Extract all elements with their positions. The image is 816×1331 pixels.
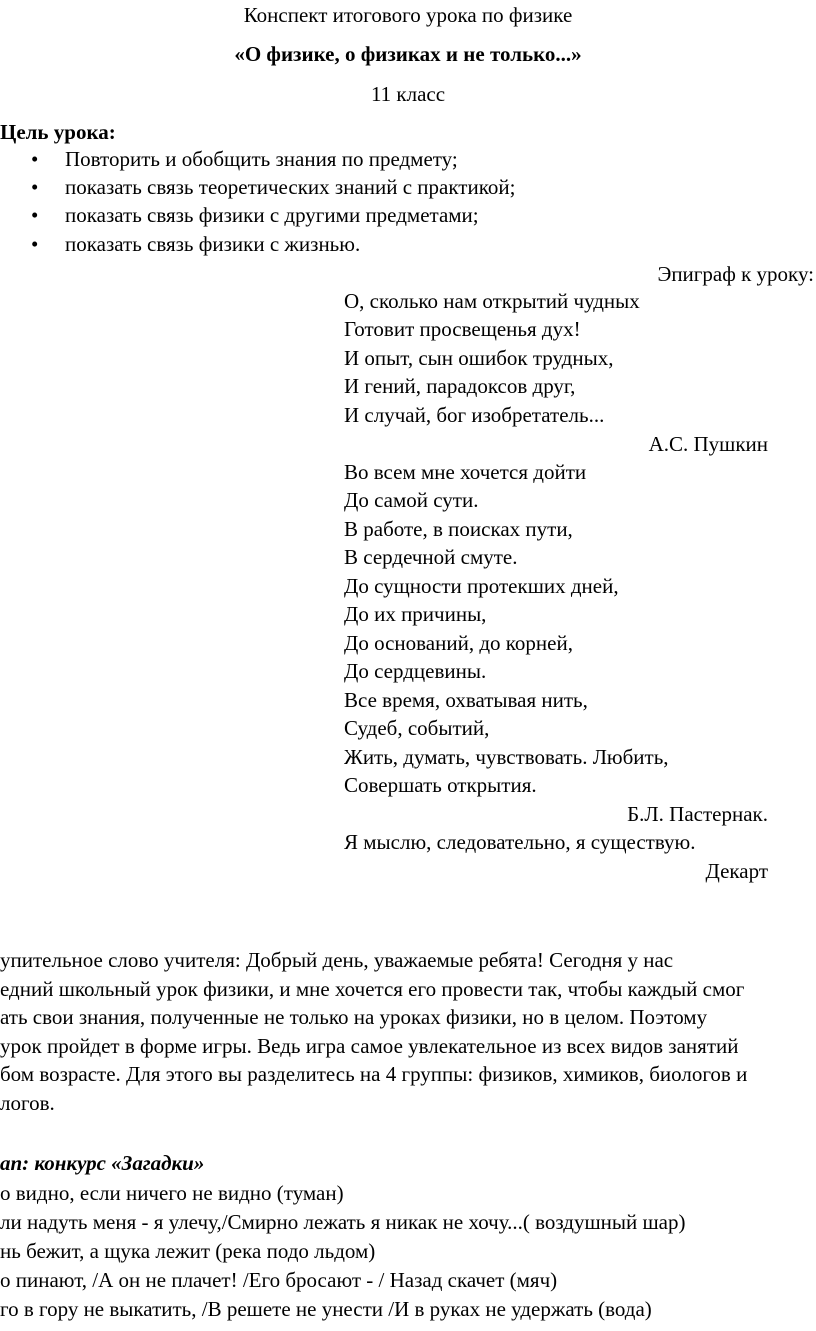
poem-line: Совершать открытия. <box>344 773 537 797</box>
poem-line: До сердцевины. <box>344 659 487 683</box>
poem-line: До их причины, <box>344 602 487 626</box>
poem-line: Судеб, событий, <box>344 716 490 740</box>
poem-line: Жить, думать, чувствовать. Любить, <box>344 745 669 769</box>
poem-line: До самой сути. <box>344 488 479 512</box>
poem-line: И случай, бог изобретатель... <box>344 403 605 427</box>
paragraph-line: ать свои знания, полученные не только на уроках физики, но в целом. Поэтому <box>0 1005 708 1029</box>
poem-line: В сердечной смуте. <box>344 545 518 569</box>
poem-line: В работе, в поисках пути, <box>344 517 573 541</box>
quote-line: Я мыслю, следовательно, я существую. <box>344 830 696 854</box>
riddle-item: го в гору не выкатить, /В решете не унести /И в руках не удержать (вода) <box>0 1297 652 1321</box>
poem-line: О, сколько нам открытий чудных <box>344 289 640 313</box>
grade-label: 11 класс <box>370 82 446 106</box>
riddle-item: нь бежит, а щука лежит (река подо льдом) <box>0 1239 376 1263</box>
goal-item-text: показать связь физики с жизнью. <box>65 232 361 256</box>
poem-line: И опыт, сын ошибок трудных, <box>344 346 614 370</box>
poem-line: До оснований, до корней, <box>344 631 573 655</box>
poem-author: Б.Л. Пастернак. <box>627 802 768 826</box>
poem-author: А.С. Пушкин <box>648 432 768 456</box>
goal-heading: Цель урока: <box>0 120 116 144</box>
bullet-icon: • <box>31 175 39 199</box>
document-title: Конспект итогового урока по физике <box>243 3 573 27</box>
quote-author: Декарт <box>705 859 768 883</box>
lesson-subtitle: «О физике, о физиках и не только...» <box>234 42 582 66</box>
poem-line: Готовит просвещенья дух! <box>344 317 581 341</box>
paragraph-line: упительное слово учителя: Добрый день, уважаемые ребята! Сегодня у нас <box>0 948 674 972</box>
bullet-icon: • <box>31 232 39 256</box>
riddle-item: ли надуть меня - я улечу,/Смирно лежать я никак не хочу...( воздушный шар) <box>0 1210 686 1234</box>
paragraph-line: едний школьный урок физики, и мне хочется его провести так, чтобы каждый смог <box>0 977 745 1001</box>
epigraph-label: Эпиграф к уроку: <box>657 262 814 286</box>
paragraph-line: логов. <box>0 1091 55 1115</box>
riddle-item: о пинают, /А он не плачет! /Его бросают - / Назад скачет (мяч) <box>0 1268 558 1292</box>
goal-item-text: показать связь физики с другими предметами; <box>65 203 479 227</box>
goal-item-text: показать связь теоретических знаний с практикой; <box>65 175 516 199</box>
bullet-icon: • <box>31 203 39 227</box>
poem-line: Во всем мне хочется дойти <box>344 460 587 484</box>
paragraph-line: урок пройдет в форме игры. Ведь игра самое увлекательное из всех видов занятий <box>0 1034 739 1058</box>
poem-line: И гений, парадоксов друг, <box>344 374 576 398</box>
bullet-icon: • <box>31 147 39 171</box>
riddle-item: о видно, если ничего не видно (туман) <box>0 1181 344 1205</box>
goal-item-text: Повторить и обобщить знания по предмету; <box>65 147 458 171</box>
poem-line: До сущности протекших дней, <box>344 574 619 598</box>
poem-line: Все время, охватывая нить, <box>344 688 588 712</box>
stage-heading: ап: конкурс «Загадки» <box>0 1151 205 1175</box>
paragraph-line: бом возрасте. Для этого вы разделитесь на 4 группы: физиков, химиков, биологов и <box>0 1062 748 1086</box>
